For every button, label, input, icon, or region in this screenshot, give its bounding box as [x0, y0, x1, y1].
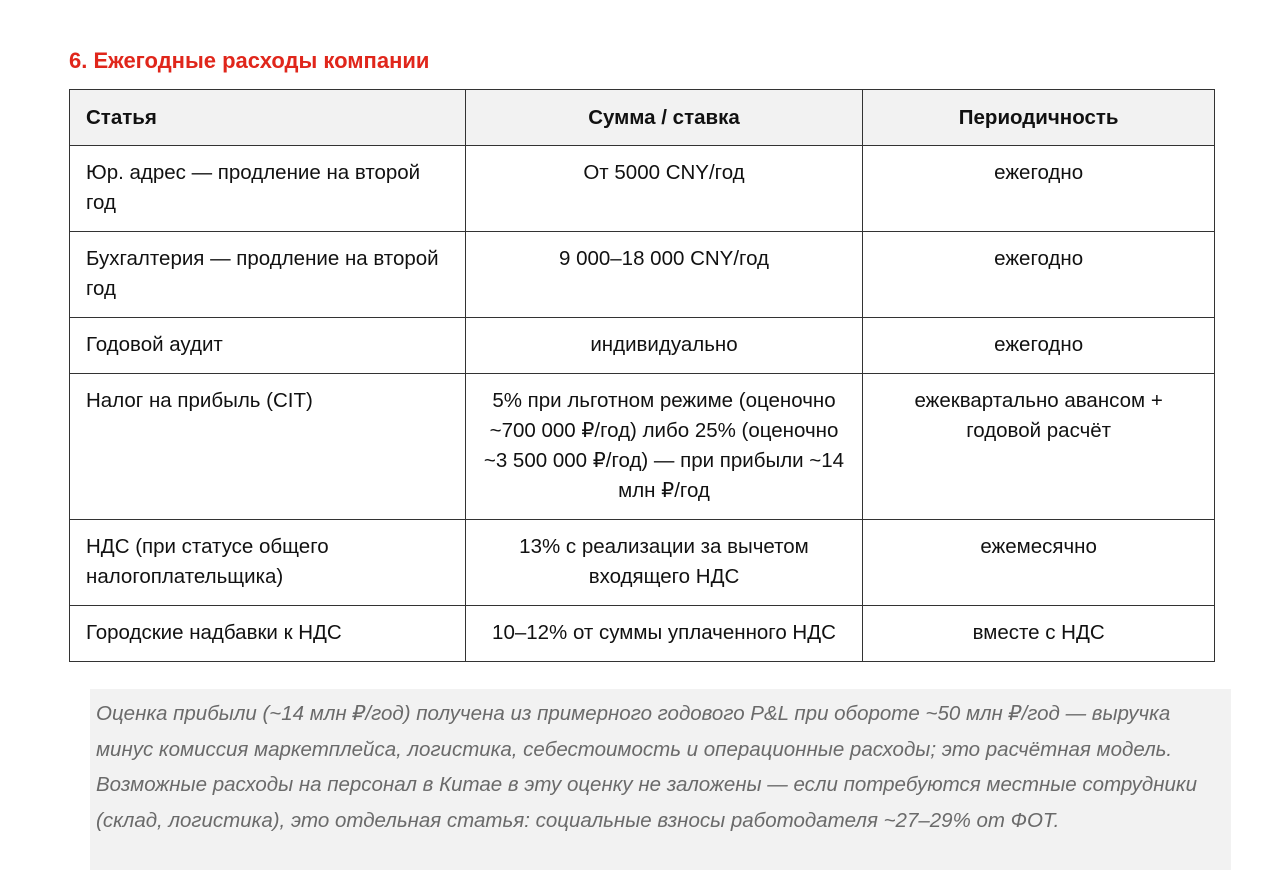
cell-item: Городские надбавки к НДС	[70, 606, 466, 662]
cell-period: вместе с НДС	[863, 606, 1215, 662]
table-row	[70, 318, 1215, 374]
cell-amount: 5% при льготном режиме (оценочно ~700 000 ₽/год) либо 25% (оценочно ~3 500 000 ₽/год) — при прибыли ~14 млн ₽/год	[465, 374, 863, 520]
cell-item: Налог на прибыль (CIT)	[70, 374, 466, 520]
cell-item: Бухгалтерия — продление на второй год	[70, 232, 466, 318]
cell-period: ежегодно	[863, 146, 1215, 232]
cell-amount: 9 000–18 000 CNY/год	[465, 232, 863, 318]
column-header-amount: Сумма / ставка	[465, 90, 863, 146]
expenses-table	[69, 89, 1215, 662]
section-title: 6. Ежегодные расходы компании	[69, 48, 430, 73]
cell-item: Годовой аудит	[70, 318, 466, 374]
cell-amount: индивидуально	[465, 318, 863, 374]
cell-period: ежеквартально авансом + годовой расчёт	[863, 374, 1215, 520]
profit-estimate-note: Оценка прибыли (~14 млн ₽/год) получена из примерного годового P&L при обороте ~50 млн ₽/год — выручка минус комиссия маркетплейса, логистика, себестоимость и операционные расходы; это расчётная модель. Возможные расходы на персонал в Китае в эту оценку не заложены — если потребуются местные сотрудники (склад, логистика), это отдельная статья: социальные взносы работодателя ~27–29% от ФОТ.	[90, 689, 1231, 870]
cell-item: Юр. адрес — продление на второй год	[70, 146, 466, 232]
cell-amount: От 5000 CNY/год	[465, 146, 863, 232]
cell-period: ежемесячно	[863, 520, 1215, 606]
column-header-item: Статья	[70, 90, 466, 146]
cell-amount: 13% с реализации за вычетом входящего НДС	[465, 520, 863, 606]
cell-period: ежегодно	[863, 232, 1215, 318]
table-header-row	[70, 90, 1215, 146]
cell-amount: 10–12% от суммы уплаченного НДС	[465, 606, 863, 662]
table-row	[70, 232, 1215, 318]
table-row	[70, 374, 1215, 520]
column-header-period: Периодичность	[863, 90, 1215, 146]
table-row	[70, 146, 1215, 232]
table-row	[70, 606, 1215, 662]
table-row	[70, 520, 1215, 606]
cell-item: НДС (при статусе общего налогоплательщика)	[70, 520, 466, 606]
cell-period: ежегодно	[863, 318, 1215, 374]
